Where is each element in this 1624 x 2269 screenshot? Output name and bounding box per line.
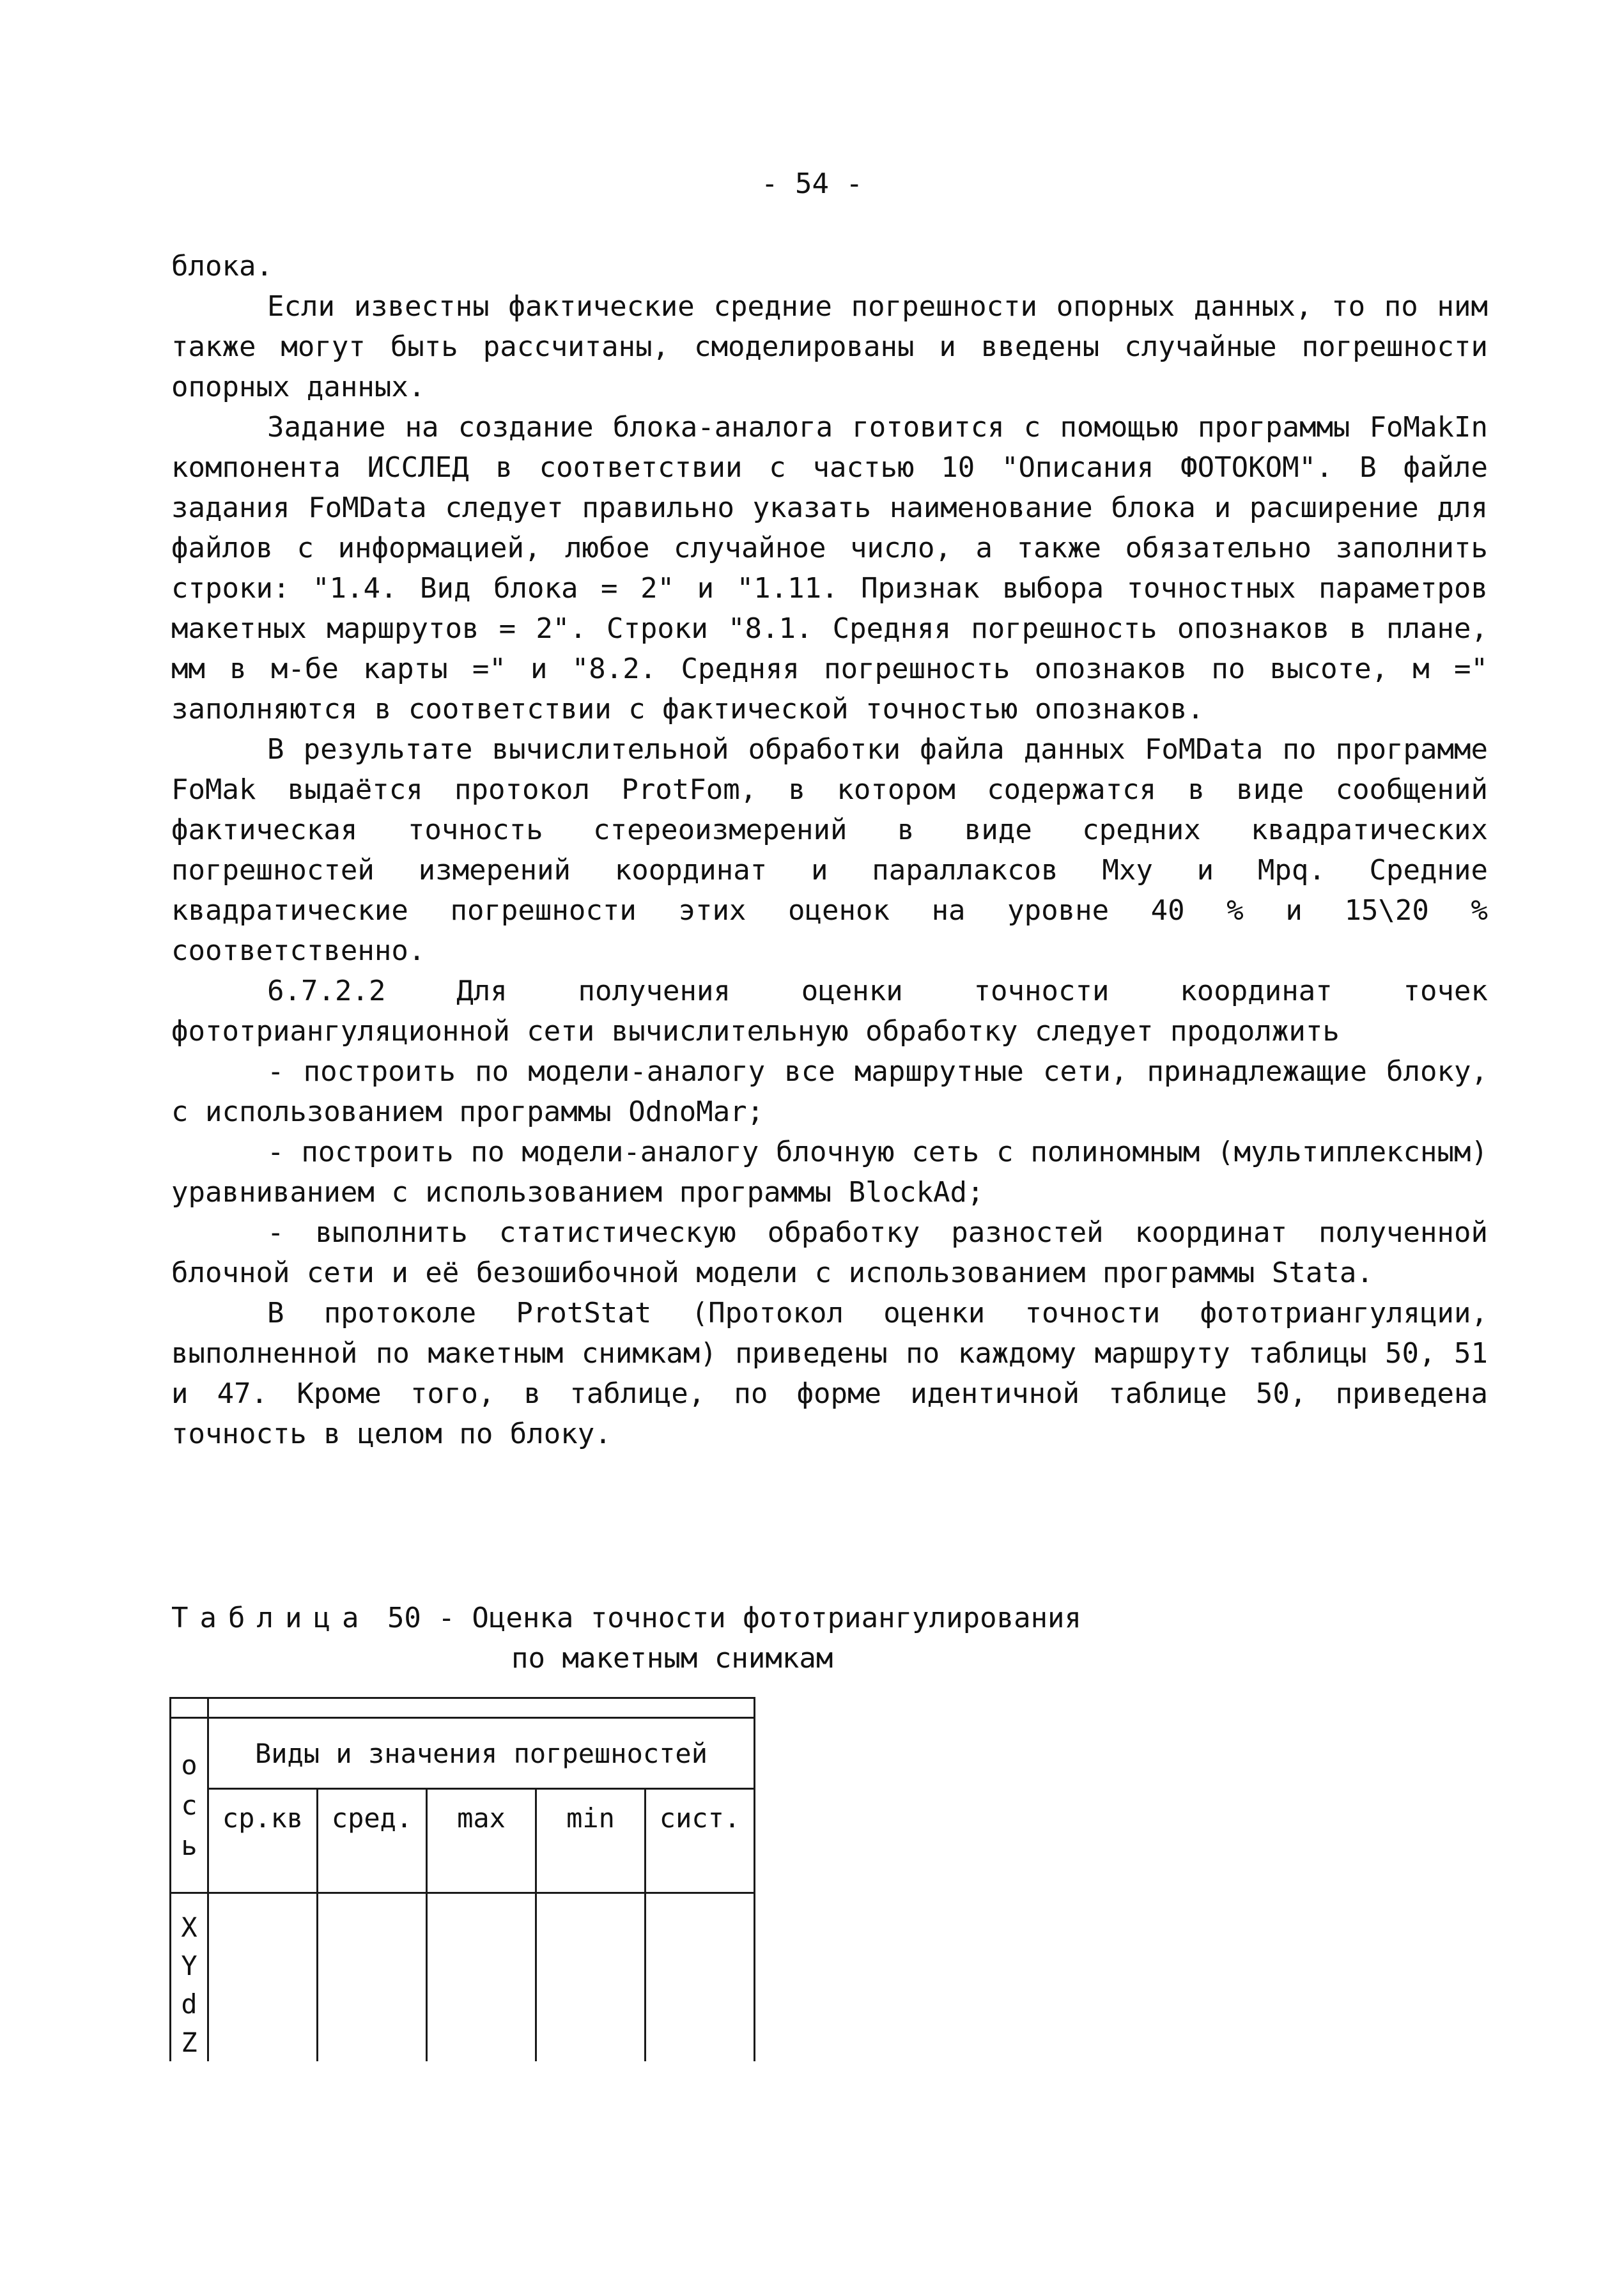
table-cell xyxy=(318,1985,427,2023)
table-cell xyxy=(208,1893,318,1909)
group-header: Виды и значения погрешностей xyxy=(208,1718,755,1789)
table-cell xyxy=(646,1908,755,1946)
paragraph: блока. xyxy=(171,250,273,283)
row-label: Z xyxy=(171,2023,208,2061)
table-cell xyxy=(318,1946,427,1985)
paragraph: Если известны фактические средние погрешности опорных данных, то по ним также могут быть рассчитаны, смоделированы и введены случайные погрешности опорных данных. xyxy=(171,290,1488,403)
column-header: сред. xyxy=(318,1789,427,1893)
table-caption-title: 50 - Оценка точности фототриангулирования xyxy=(387,1602,1082,1634)
table-caption-word: Таблица xyxy=(171,1602,371,1634)
table-top-row xyxy=(171,1698,755,1718)
table-row xyxy=(171,1908,755,1946)
column-header: min xyxy=(536,1789,646,1893)
table-cell xyxy=(536,1908,646,1946)
table-cell xyxy=(646,1946,755,1985)
row-label: Y xyxy=(171,1946,208,1985)
table-cell xyxy=(208,1946,318,1985)
table-spacer-row xyxy=(171,1893,755,1909)
table-cell xyxy=(427,1893,536,1909)
table-cell xyxy=(646,2023,755,2061)
table-cell xyxy=(536,1893,646,1909)
table-caption-line2: по макетным снимкам xyxy=(511,1642,833,1675)
table-row xyxy=(171,1985,755,2023)
paragraph: Задание на создание блока-аналога готовится с помощью программы FoMakIn компонента ИССЛЕД в соответствии с частью 10 "Описания ФОТОКОМ". В файле задания FoMData следует правильно указать наименование блока и расширение для файлов с информацией, любое случайное число, а также обязательно заполнить строки: "1.4. Вид блока = 2" и "1.11. Признак выбора точностных параметров макетных маршрутов = 2". Строки "8.1. Средняя погрешность опознаков в плане, мм в м-бе карты =" и "8.2. Средняя погрешность опознаков по высоте, м =" заполняются в соответствии с фактической точностью опознаков. xyxy=(171,411,1488,725)
column-header: сист. xyxy=(646,1789,755,1893)
table-cell xyxy=(208,1698,755,1718)
table-cell xyxy=(536,1946,646,1985)
table-caption-line1 xyxy=(171,1598,1081,1638)
table-column-header-row xyxy=(171,1789,755,1893)
table-cell xyxy=(427,1985,536,2023)
axis-letter: с xyxy=(181,1790,197,1821)
body-text xyxy=(171,246,1488,1454)
table-caption xyxy=(171,1598,1081,1678)
axis-header xyxy=(171,1718,208,1893)
row-label: d xyxy=(171,1985,208,2023)
axis-letter: о xyxy=(181,1749,197,1781)
table-cell xyxy=(427,2023,536,2061)
table-cell xyxy=(427,1946,536,1985)
table-cell xyxy=(646,1985,755,2023)
column-header: max xyxy=(427,1789,536,1893)
axis-letter: ь xyxy=(181,1830,197,1861)
row-label: X xyxy=(171,1908,208,1946)
table-cell xyxy=(208,2023,318,2061)
table-cell xyxy=(536,2023,646,2061)
table-row xyxy=(171,2023,755,2061)
paragraph: В протоколе ProtStat (Протокол оценки точности фототриангуляции, выполненной по макетным снимкам) приведены по каждому маршруту таблицы 50, 51 и 47. Кроме того, в таблице, по форме идентичной таблице 50, приведена точность в целом по блоку. xyxy=(171,1297,1488,1450)
table-cell xyxy=(171,1893,208,1909)
table-cell xyxy=(171,1698,208,1718)
table-cell xyxy=(318,2023,427,2061)
column-header: ср.кв xyxy=(208,1789,318,1893)
table-cell xyxy=(318,1908,427,1946)
accuracy-table xyxy=(169,1697,755,2061)
table-cell xyxy=(318,1893,427,1909)
table-cell xyxy=(208,1908,318,1946)
table-cell xyxy=(427,1908,536,1946)
list-item: - построить по модели-аналогу все маршрутные сети, принадлежащие блоку, с использованием программы OdnoMar; xyxy=(171,1055,1488,1128)
paragraph: В результате вычислительной обработки файла данных FoMData по программе FoMak выдаётся протокол ProtFom, в котором содержатся в виде сообщений фактическая точность стереоизмерений в виде средних квадратических погрешностей измерений координат и параллаксов Mxy и Mpq. Средние квадратические погрешности этих оценок на уровне 40 % и 15\20 % соответственно. xyxy=(171,733,1488,967)
table-row xyxy=(171,1946,755,1985)
list-item: - выполнить статистическую обработку разностей координат полученной блочной сети и её безошибочной модели с использованием программы Stata. xyxy=(171,1216,1488,1289)
page-number: - 54 - xyxy=(761,167,863,200)
paragraph: 6.7.2.2 Для получения оценки точности координат точек фототриангуляционной сети вычислительную обработку следует продолжить xyxy=(171,975,1488,1048)
table-cell xyxy=(646,1893,755,1909)
table-cell xyxy=(536,1985,646,2023)
table-header-row xyxy=(171,1718,755,1789)
list-item: - построить по модели-аналогу блочную сеть с полиномным (мультиплексным) уравниванием с использованием программы BlockAd; xyxy=(171,1136,1488,1209)
table-cell xyxy=(208,1985,318,2023)
